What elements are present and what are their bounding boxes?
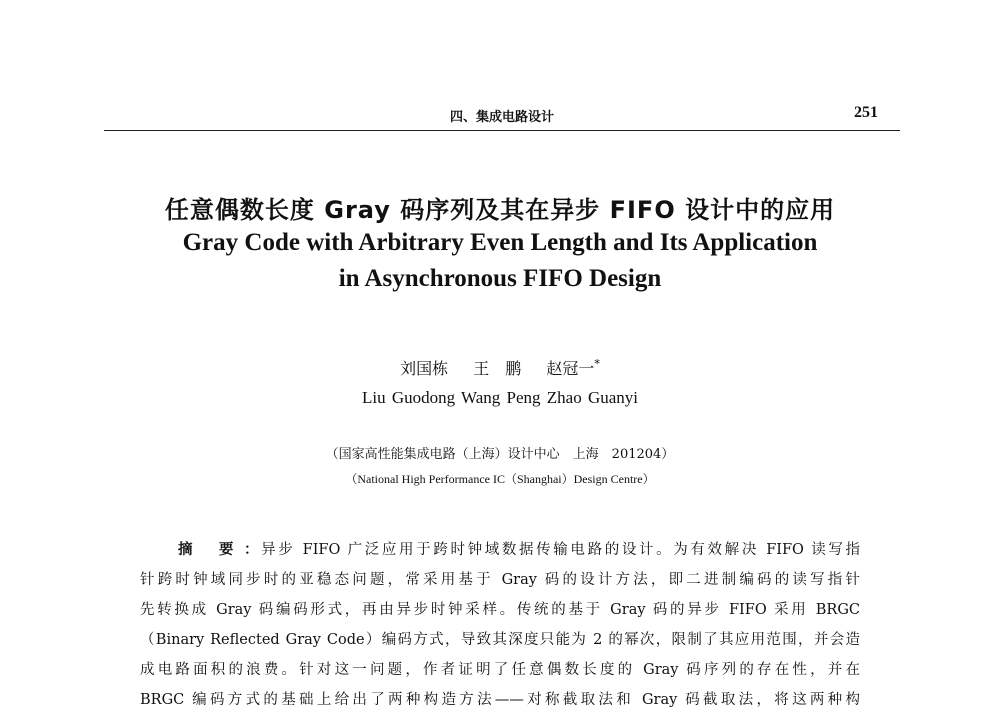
- abstract-text: 异步 FIFO 广泛应用于跨时钟域数据传输电路的设计。为有效解决 FIFO 读写指: [261, 542, 860, 558]
- affiliation-chinese: （国家高性能集成电路（上海）设计中心 上海 201204）: [325, 447, 675, 462]
- corresponding-author-mark: *: [594, 357, 600, 371]
- abstract-label: 摘 要: [178, 542, 244, 558]
- running-header: [104, 100, 900, 131]
- authors-english: Liu Guodong Wang Peng Zhao Guanyi: [361, 388, 639, 407]
- author-3-zh: 赵冠一: [546, 359, 595, 378]
- section-title: 四、集成电路设计: [449, 110, 554, 125]
- author-2-zh: 王 鹏: [473, 359, 522, 378]
- abstract-line: （Binary Reflected Gray Code）编码方式，导致其深度只能为 2 的幂次，限制了其应用范围，并会造: [140, 632, 860, 648]
- abstract-colon: ：: [243, 541, 262, 558]
- author-1-zh: 刘国栋: [400, 359, 449, 378]
- abstract-line: 针跨时钟域同步时的亚稳态问题，常采用基于 Gray 码的设计方法，即二进制编码的读写指针: [140, 572, 860, 588]
- abstract: [140, 535, 860, 715]
- page-number: 251: [854, 104, 878, 121]
- authors-chinese: [0, 356, 1000, 379]
- affiliation-english: （National High Performance IC（Shanghai）Design Centre）: [345, 472, 655, 486]
- paper-title-english-line-1: Gray Code with Arbitrary Even Length and Its Application: [182, 229, 818, 256]
- abstract-line: BRGC 编码方式的基础上给出了两种构造方法——对称截取法和 Gray 码截取法，将这两种构: [140, 692, 860, 708]
- paper-title-chinese: 任意偶数长度 Gray 码序列及其在异步 FIFO 设计中的应用: [164, 196, 836, 224]
- abstract-line: 先转换成 Gray 码编码形式，再由异步时钟采样。传统的基于 Gray 码的异步 FIFO 采用 BRGC: [140, 602, 860, 618]
- abstract-line: [140, 535, 860, 565]
- paper-title-english-line-2: in Asynchronous FIFO Design: [338, 265, 662, 292]
- abstract-line: 成电路面积的浪费。针对这一问题，作者证明了任意偶数长度的 Gray 码序列的存在性，并在: [140, 662, 860, 678]
